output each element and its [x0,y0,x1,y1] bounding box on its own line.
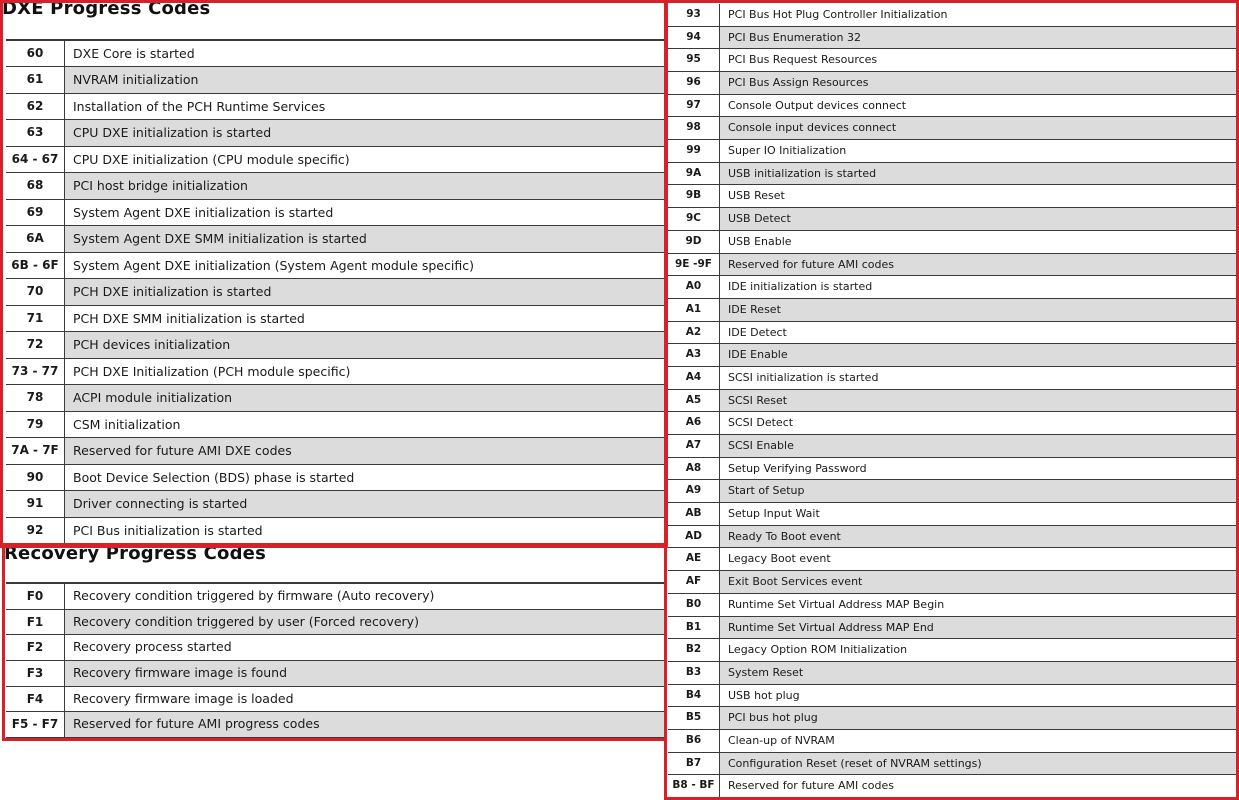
table-row [668,49,1236,72]
progress-description: Recovery process started [65,635,664,660]
progress-description: Setup Input Wait [720,503,1236,525]
progress-description: USB initialization is started [720,163,1236,185]
progress-description: Reserved for future AMI DXE codes [65,438,664,463]
progress-description: Console input devices connect [720,117,1236,139]
progress-code: 99 [668,140,720,162]
progress-description: Boot Device Selection (BDS) phase is started [65,465,664,490]
table-row [6,712,664,738]
table-row [668,231,1236,254]
table-row [668,299,1236,322]
table-row [6,173,664,199]
progress-code: 94 [668,27,720,49]
table-row [6,200,664,226]
progress-description: Legacy Option ROM Initialization [720,639,1236,661]
progress-code: 9B [668,185,720,207]
progress-code: F1 [6,610,65,635]
progress-description: Reserved for future AMI codes [720,775,1236,797]
progress-description: Super IO Initialization [720,140,1236,162]
table-row [668,662,1236,685]
table-row [6,253,664,279]
table-row [668,707,1236,730]
table-row [668,208,1236,231]
table-row [6,226,664,252]
progress-code: 95 [668,49,720,71]
progress-description: PCH DXE initialization is started [65,279,664,304]
progress-code: B0 [668,594,720,616]
progress-description: Clean-up of NVRAM [720,730,1236,752]
table-row [6,584,664,610]
table-row [668,390,1236,413]
progress-description: Console Output devices connect [720,95,1236,117]
table-row [668,730,1236,753]
progress-code: 63 [6,120,65,145]
progress-description: Setup Verifying Password [720,458,1236,480]
progress-description: Legacy Boot event [720,548,1236,570]
progress-code: 9C [668,208,720,230]
table-row [668,140,1236,163]
table-row [6,306,664,332]
progress-code: F3 [6,661,65,686]
progress-code: 72 [6,332,65,357]
progress-description: NVRAM initialization [65,67,664,92]
progress-code: A8 [668,458,720,480]
progress-code: 7A - 7F [6,438,65,463]
progress-code: 96 [668,72,720,94]
table-row [6,41,664,67]
progress-description: USB hot plug [720,685,1236,707]
table-row [6,67,664,93]
table-row [6,359,664,385]
progress-code: 69 [6,200,65,225]
table-row [668,594,1236,617]
progress-code: A4 [668,367,720,389]
table-row [668,254,1236,277]
progress-description: Recovery firmware image is found [65,661,664,686]
progress-description: Recovery condition triggered by user (Forced recovery) [65,610,664,635]
table-row [668,412,1236,435]
progress-code: A6 [668,412,720,434]
progress-code: A9 [668,480,720,502]
progress-description: System Agent DXE initialization (System Agent module specific) [65,253,664,278]
progress-description: Installation of the PCH Runtime Services [65,94,664,119]
progress-description: SCSI initialization is started [720,367,1236,389]
table-row [6,610,664,636]
table-row [668,95,1236,118]
progress-description: CPU DXE initialization is started [65,120,664,145]
progress-code: 73 - 77 [6,359,65,384]
dxe-section-title: DXE Progress Codes [2,0,211,19]
table-row [6,518,664,544]
progress-description: Configuration Reset (reset of NVRAM settings) [720,753,1236,775]
progress-code: AB [668,503,720,525]
progress-code: 70 [6,279,65,304]
table-row [6,332,664,358]
table-row [668,185,1236,208]
progress-code: 60 [6,41,65,66]
progress-code: 64 - 67 [6,147,65,172]
table-row [668,639,1236,662]
table-row [668,322,1236,345]
progress-description: USB Detect [720,208,1236,230]
table-row [6,412,664,438]
table-row [6,438,664,464]
progress-description: Recovery firmware image is loaded [65,687,664,712]
table-row [6,279,664,305]
progress-code: 93 [668,4,720,26]
progress-code: B5 [668,707,720,729]
table-row [668,163,1236,186]
table-row [668,685,1236,708]
progress-description: Exit Boot Services event [720,571,1236,593]
progress-description: Reserved for future AMI codes [720,254,1236,276]
table-row [668,548,1236,571]
progress-code: AD [668,526,720,548]
table-row [668,435,1236,458]
progress-code: B2 [668,639,720,661]
progress-description: DXE Core is started [65,41,664,66]
table-row [668,367,1236,390]
progress-description: Driver connecting is started [65,491,664,516]
progress-description: PCI bus hot plug [720,707,1236,729]
table-row [668,753,1236,776]
progress-code: 9E -9F [668,254,720,276]
progress-code: B4 [668,685,720,707]
progress-code: 62 [6,94,65,119]
progress-code: B3 [668,662,720,684]
table-row [668,27,1236,50]
table-row [668,503,1236,526]
table-row [668,526,1236,549]
progress-code: B7 [668,753,720,775]
progress-description: SCSI Reset [720,390,1236,412]
progress-code: 9A [668,163,720,185]
progress-description: PCI Bus Enumeration 32 [720,27,1236,49]
progress-description: Runtime Set Virtual Address MAP Begin [720,594,1236,616]
table-row [668,571,1236,594]
progress-description: SCSI Detect [720,412,1236,434]
progress-code: 97 [668,95,720,117]
progress-description: SCSI Enable [720,435,1236,457]
progress-description: Runtime Set Virtual Address MAP End [720,617,1236,639]
dxe-progress-table-continued [668,4,1236,798]
progress-code: B6 [668,730,720,752]
progress-code: 9D [668,231,720,253]
progress-code: A1 [668,299,720,321]
table-row [668,344,1236,367]
table-row [6,385,664,411]
table-row [668,117,1236,140]
progress-description: PCH devices initialization [65,332,664,357]
progress-description: CPU DXE initialization (CPU module specific) [65,147,664,172]
progress-code: B1 [668,617,720,639]
progress-code: 79 [6,412,65,437]
table-row [6,491,664,517]
table-row [668,72,1236,95]
table-row [668,276,1236,299]
progress-description: PCH DXE Initialization (PCH module specific) [65,359,664,384]
progress-description: System Agent DXE initialization is started [65,200,664,225]
table-row [6,635,664,661]
progress-code: 6B - 6F [6,253,65,278]
table-row [6,94,664,120]
progress-code: 91 [6,491,65,516]
progress-code: 68 [6,173,65,198]
progress-description: PCI Bus Request Resources [720,49,1236,71]
progress-code: F5 - F7 [6,712,65,737]
progress-description: System Agent DXE SMM initialization is started [65,226,664,251]
progress-code: F4 [6,687,65,712]
progress-description: Reserved for future AMI progress codes [65,712,664,737]
progress-code: 98 [668,117,720,139]
progress-description: System Reset [720,662,1236,684]
progress-description: PCI Bus Assign Resources [720,72,1236,94]
progress-code: 71 [6,306,65,331]
progress-description: IDE Reset [720,299,1236,321]
progress-description: USB Enable [720,231,1236,253]
progress-description: ACPI module initialization [65,385,664,410]
table-row [6,465,664,491]
progress-description: PCI host bridge initialization [65,173,664,198]
progress-code: 61 [6,67,65,92]
progress-description: PCI Bus initialization is started [65,518,664,543]
progress-description: IDE Enable [720,344,1236,366]
progress-code: F2 [6,635,65,660]
recovery-section-title: Recovery Progress Codes [4,543,267,564]
progress-code: A7 [668,435,720,457]
progress-description: CSM initialization [65,412,664,437]
progress-code: F0 [6,584,65,609]
progress-code: A0 [668,276,720,298]
progress-code: 92 [6,518,65,543]
progress-code: B8 - BF [668,775,720,797]
table-row [668,617,1236,640]
progress-code: 78 [6,385,65,410]
progress-code: A3 [668,344,720,366]
progress-description: IDE Detect [720,322,1236,344]
table-row [6,120,664,146]
table-row [668,4,1236,27]
progress-description: PCI Bus Hot Plug Controller Initialization [720,4,1236,26]
progress-code: A2 [668,322,720,344]
recovery-progress-table [6,584,664,738]
progress-description: PCH DXE SMM initialization is started [65,306,664,331]
progress-description: Ready To Boot event [720,526,1236,548]
progress-description: IDE initialization is started [720,276,1236,298]
table-row [668,458,1236,481]
table-row [668,480,1236,503]
progress-description: Start of Setup [720,480,1236,502]
table-row [6,147,664,173]
progress-description: USB Reset [720,185,1236,207]
progress-code: 90 [6,465,65,490]
progress-code: A5 [668,390,720,412]
table-row [668,775,1236,798]
progress-description: Recovery condition triggered by firmware (Auto recovery) [65,584,664,609]
table-row [6,661,664,687]
progress-code: 6A [6,226,65,251]
progress-code: AF [668,571,720,593]
progress-code: AE [668,548,720,570]
table-row [6,687,664,713]
dxe-progress-table [6,41,664,544]
